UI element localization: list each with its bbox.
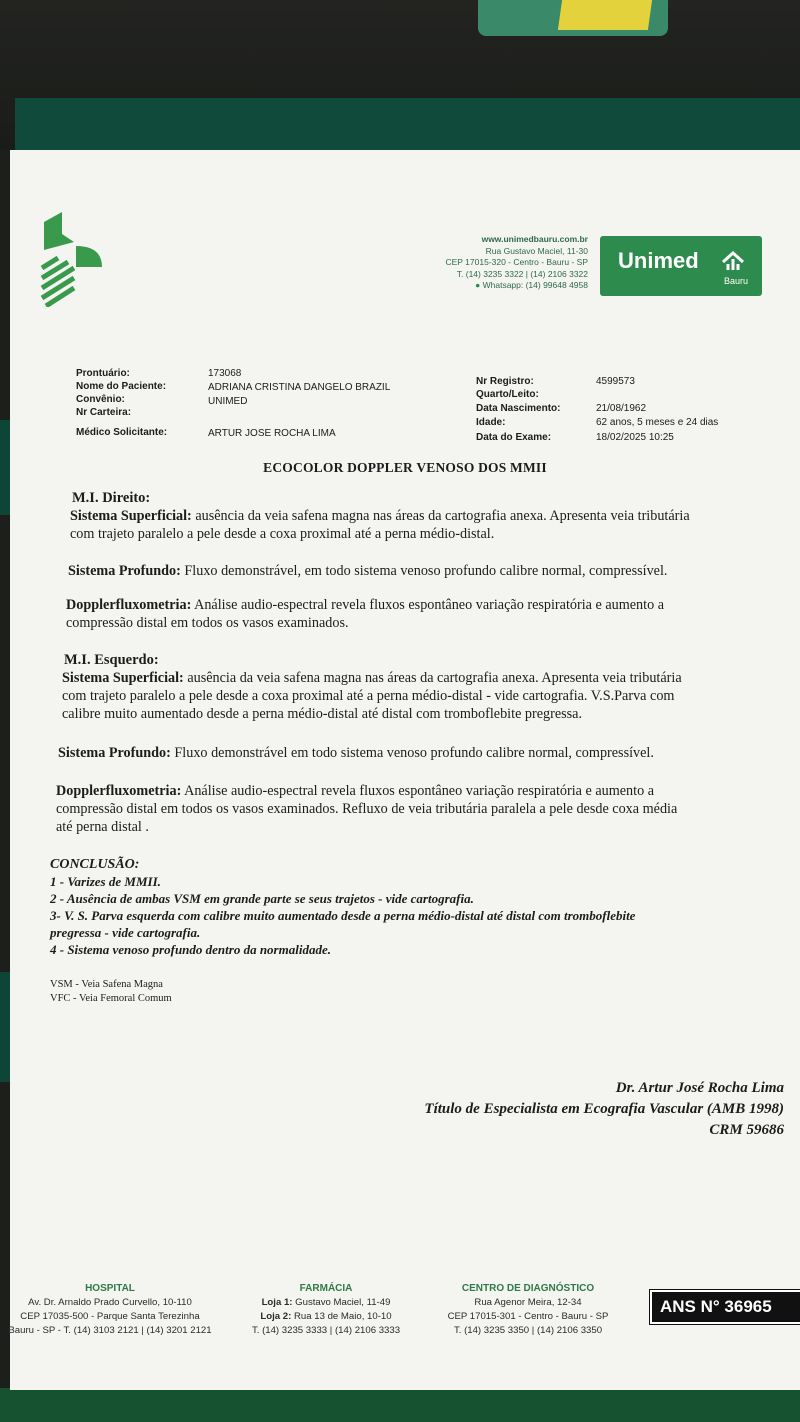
footer-hospital: HOSPITAL Av. Dr. Arnaldo Prado Curvello, 10-110 CEP 17035-500 - Parque Santa Terezinha Bauru - SP - T. (14) 3103 2121 | (14) 3201 2121 (8, 1283, 212, 1336)
label: Sistema Superficial: (70, 508, 192, 524)
whatsapp: ● Whatsapp: (14) 99648 4958 (475, 280, 588, 290)
doctor-crm: CRM 59686 (709, 1122, 784, 1138)
whatsapp-icon: ● (475, 280, 481, 290)
abbreviation: VFC - Veia Femoral Comum (50, 992, 172, 1004)
label: Data do Exame: (476, 432, 552, 443)
conclusion (50, 856, 770, 958)
label: Quarto/Leito: (476, 389, 539, 400)
label: Nr Registro: (476, 376, 534, 387)
unimed-logo (600, 236, 762, 296)
label: Dopplerfluxometria: (56, 783, 182, 799)
folder-bottom (0, 1388, 800, 1422)
medico-value: ARTUR JOSE ROCHA LIMA (208, 428, 336, 439)
registro-value: 4599573 (596, 376, 635, 387)
brand-name: Unimed (618, 248, 699, 273)
label: Nome do Paciente: (76, 381, 167, 392)
exame-value: 18/02/2025 10:25 (596, 432, 674, 443)
right-leg-heading: M.I. Direito: (72, 490, 151, 506)
doctor-name: Dr. Artur José Rocha Lima (615, 1080, 784, 1096)
footer-centro: CENTRO DE DIAGNÓSTICO Rua Agenor Meira, 12-34 CEP 17015-301 - Centro - Bauru - SP T. (14) 3235 3350 | (14) 2106 3350 (447, 1283, 609, 1336)
phone: T. (14) 3235 3322 | (14) 2106 3322 (456, 268, 588, 279)
signature-block (424, 1078, 784, 1141)
idade-value: 62 anos, 5 meses e 24 dias (596, 417, 719, 428)
conclusion-item: 2 - Ausência de ambas VSM em grande parte se seus trajetos - vide cartografia. (50, 891, 474, 906)
brand-city: Bauru (724, 276, 749, 286)
conclusion-title: CONCLUSÃO: (50, 857, 140, 872)
left-leg-heading: M.I. Esquerdo: (64, 652, 159, 668)
left-superficial: Sistema Superficial: ausência da veia safena magna nas áreas da cartografia anexa. Apresenta veia tributária com trajeto paralelo a pele desde a coxa proximal até a perna médio-distal - vide cartografia. V.S.Parva com calibre muito aumentado desde a perna médio-distal até distal com tromboflebite pregressa. (62, 670, 682, 722)
prontuario-value: 173068 (208, 368, 242, 379)
report-page (10, 150, 800, 1390)
label: Idade: (476, 417, 506, 428)
right-profundo: Sistema Profundo: Fluxo demonstrável, em todo sistema venoso profundo calibre normal, compressível. (68, 563, 668, 579)
address: Rua Gustavo Maciel, 11-30 (485, 245, 588, 256)
abbreviation: VSM - Veia Safena Magna (50, 979, 163, 990)
label: Dopplerfluxometria: (66, 597, 192, 613)
conclusion-item: 1 - Varizes de MMII. (50, 874, 161, 889)
footer-farmacia: FARMÁCIA Loja 1: Gustavo Maciel, 11-49 Loja 2: Rua 13 de Maio, 10-10 T. (14) 3235 3333 | (14) 2106 3333 (251, 1283, 401, 1336)
left-profundo: Sistema Profundo: Fluxo demonstrável em todo sistema venoso profundo calibre normal, compressível. (58, 745, 654, 761)
conclusion-item: 4 - Sistema venoso profundo dentro da normalidade. (50, 942, 331, 957)
cep: CEP 17015-320 - Centro - Bauru - SP (445, 257, 588, 267)
label: Sistema Profundo: (58, 745, 171, 761)
label: Prontuário: (76, 368, 130, 379)
label: Nr Carteira: (76, 407, 132, 418)
background-label (558, 0, 652, 30)
label: Médico Solicitante: (76, 427, 168, 438)
left-doppler: Dopplerfluxometria: Análise audio-espectral revela fluxos espontâneo variação respiratória e aumento a compressão distal em todos os vasos examinados. Refluxo de veia tributária paralela a pele desde coxa média até perna distal . (56, 783, 678, 835)
conclusion-item: 3- V. S. Parva esquerda com calibre muito aumentado desde a perna médio-distal até distal com tromboflebite (50, 908, 636, 923)
contact-block (396, 234, 588, 292)
label: Data Nascimento: (476, 403, 561, 414)
right-doppler: Dopplerfluxometria: Análise audio-espectral revela fluxos espontâneo variação respiratória e aumento a compressão distal em todos os vasos examinados. (66, 597, 665, 631)
convenio-value: UNIMED (208, 396, 248, 407)
conclusion-item: pregressa - vide cartografia. (50, 925, 201, 940)
label: Sistema Profundo: (68, 563, 181, 579)
unimed-symbol-icon (720, 250, 746, 272)
abbreviations (50, 978, 172, 1005)
right-superficial: Sistema Superficial: ausência da veia safena magna nas áreas da cartografia anexa. Apresenta veia tributária com trajeto paralelo a pele desde a coxa proximal até a perna médio-distal. (70, 508, 690, 542)
ans-badge: ANS N° 36965 (650, 1290, 800, 1324)
hospital-logo-icon (40, 212, 110, 307)
nascimento-value: 21/08/1962 (596, 403, 647, 414)
report-title: ECOCOLOR DOPPLER VENOSO DOS MMII (263, 460, 547, 475)
label: Sistema Superficial: (62, 670, 184, 686)
doctor-title: Título de Especialista em Ecografia Vascular (AMB 1998) (424, 1101, 784, 1117)
label: Convênio: (76, 394, 125, 405)
patient-name: ADRIANA CRISTINA DANGELO BRAZIL (208, 382, 391, 393)
website-link: www.unimedbauru.com.br (481, 234, 588, 244)
